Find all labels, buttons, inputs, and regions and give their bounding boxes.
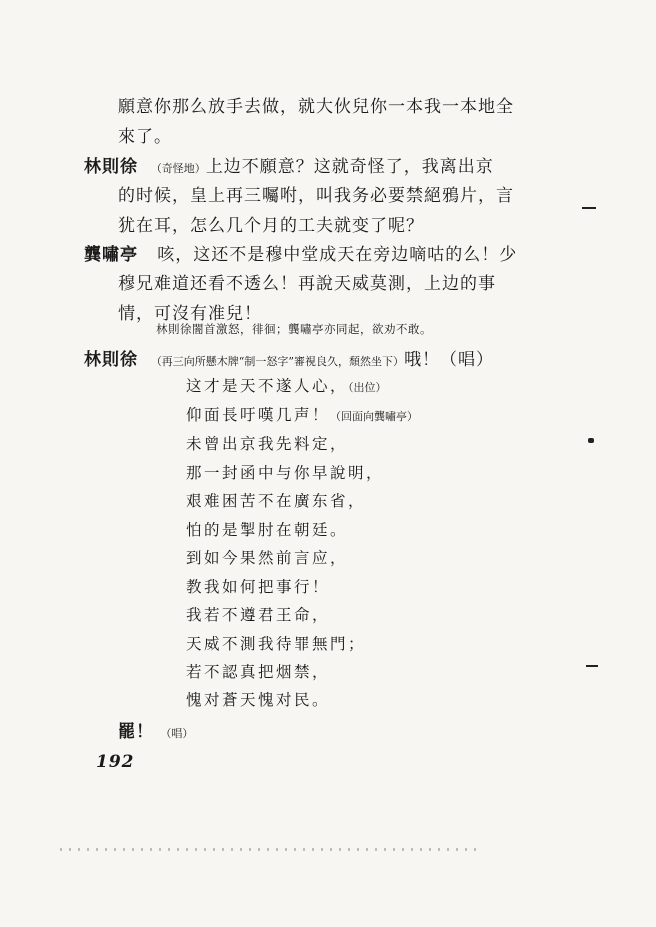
dialogue-line: 來了。 (118, 127, 172, 147)
dialogue-text: 上边不願意？这就奇怪了，我离出京 (205, 157, 494, 177)
stage-direction: （再三向所懸木牌“制一怒字”審視良久，頹然坐下） (150, 355, 405, 368)
verse-line: 我若不遵君王命， (186, 606, 331, 624)
verse-line: 仰面長吁嘆几声！（回面向龔嘯亭） (186, 406, 419, 424)
speaker-name: 林則徐 (84, 157, 138, 177)
stage-direction-line: 林則徐闇首激怒，徘徊；龔嘯亭亦同起，欲劝不敢。 (156, 322, 432, 336)
verse-line: 艰难困苦不在廣东省， (186, 492, 367, 510)
dialogue-line: 的时候，皇上再三囑咐，叫我务必要禁絕鴉片，言 (118, 186, 514, 206)
speaker-name: 龔嘯亭 (84, 245, 138, 265)
speaker-line-lin (84, 345, 494, 370)
speaker-line-lin (84, 152, 494, 177)
verse-line: 教我如何把事行！ (186, 578, 331, 596)
verse-line: 这才是天不遂人心，（出位） (186, 377, 387, 395)
verse-line: 愧对蒼天愧对民。 (186, 691, 331, 709)
verse-line: 未曾出京我先料定， (186, 435, 349, 453)
dialogue-line: 犹在耳，怎么几个月的工夫就变了呢？ (118, 216, 424, 236)
closing-line: 罷！ （唱） (118, 722, 194, 742)
dialogue-line: 願意你那么放手去做，就大伙兒你一本我一本地全 (118, 97, 514, 117)
stage-direction: （奇怪地） (150, 162, 206, 175)
scan-mark (586, 665, 598, 667)
verse-line: 天威不測我待罪無門； (186, 635, 367, 653)
scan-mark (588, 438, 594, 443)
speaker-line-gong (84, 240, 517, 265)
speaker-name: 林則徐 (84, 350, 138, 370)
verse-line: 到如今果然前言应， (186, 549, 349, 567)
page-number: 192 (96, 752, 135, 772)
dialogue-line: 穆兄难道还看不透么！再說天威莫測，上边的事 (118, 274, 496, 294)
scan-mark (582, 207, 596, 209)
scan-noise (60, 848, 480, 851)
dialogue-text: 咳，这还不是穆中堂成天在旁边嘀咕的么！少 (157, 245, 518, 265)
verse-line: 怕的是掣肘在朝廷。 (186, 521, 349, 539)
verse-line: 那一封函中与你早說明， (186, 464, 385, 482)
dialogue-text: 哦！（唱） (404, 350, 495, 370)
dialogue-line: 情，可沒有准兒！ (118, 304, 262, 324)
verse-line: 若不認真把烟禁， (186, 663, 331, 681)
